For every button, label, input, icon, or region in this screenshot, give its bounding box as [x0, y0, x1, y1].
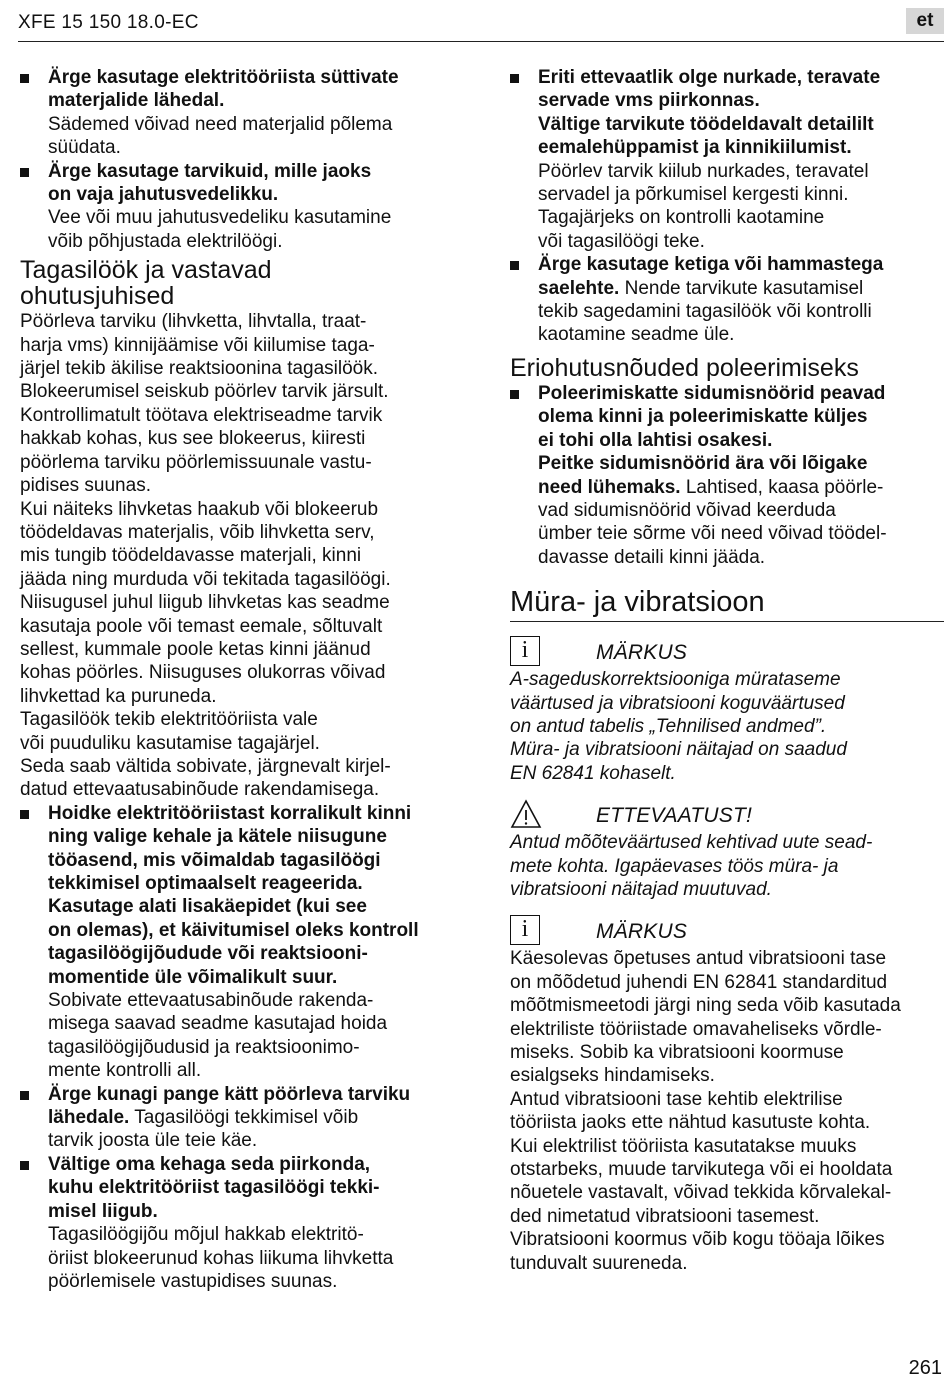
bullet-square-icon	[510, 390, 519, 399]
note-text: ded nimetatud vibratsiooni tasemest.	[510, 1205, 820, 1227]
text-line: Kui näiteks lihvketas haakub või blokeerub	[20, 498, 379, 520]
note-text: Vibratsiooni koormus võib kogu tööaja lõikes	[510, 1229, 885, 1251]
bullet-square-icon	[20, 74, 29, 83]
bold-text: materjalide lähedal.	[48, 90, 225, 112]
chapter-heading: Müra- ja vibratsioon	[510, 585, 944, 622]
note-text: miseks. Sobib ka vibratsiooni koormuse	[510, 1042, 844, 1063]
bullet-square-icon	[20, 810, 29, 819]
bold-text: tekkimisel optimaalselt reageerida.	[48, 873, 363, 894]
heading-line: Eriohutusnõuded poleerimiseks	[510, 353, 859, 382]
text-line: mis tungib töödeldavasse materjali, kinni	[20, 545, 362, 567]
bold-text: kuhu elektritööriist tagasilöögi tekki-	[48, 1177, 380, 1199]
text-line: pidises suunas.	[20, 475, 151, 497]
note-text: väärtused ja vibratsiooni koguväärtused	[510, 692, 845, 714]
text-line: harja vms) kinnijäämise või kiilumise taga-	[20, 334, 375, 356]
bold-text: on olemas), et käivitumisel oleks kontroll	[48, 919, 419, 941]
body-text: pöörlemisele vastupidises suunas.	[48, 1270, 338, 1292]
note-text: Kui elektrilist tööriista kasutatakse muuks	[510, 1135, 857, 1157]
bold-text: ei tohi olla lahtisi osakesi.	[538, 429, 773, 451]
bullet-square-icon	[20, 1161, 29, 1170]
document-id: XFE 15 150 18.0-EC	[18, 12, 199, 33]
bold-text: tööasend, mis võimaldab tagasilöögi	[48, 849, 381, 871]
body-text: võib põhjustada elektrilöögi.	[48, 230, 283, 252]
body-text: või tagasilöögi teke.	[538, 230, 705, 252]
bold-text: Ärge kasutage elektritööriista süttivate	[48, 67, 399, 88]
bold-text: Hoidke elektritööriistast korralikult kinni	[48, 802, 412, 824]
bold-text: eemalehüppamist ja kinnikiilumist.	[538, 137, 852, 159]
text-line: jääda ning murduda või tekitada tagasilöögi.	[20, 568, 391, 590]
bullet-square-icon	[510, 74, 519, 83]
body-paragraph	[20, 310, 456, 802]
note-text: on antud tabelis „Tehnilised andmed”.	[510, 715, 827, 737]
body-text: süüdata.	[48, 137, 121, 159]
bold-text: on vaja jahutusvedelikku.	[48, 184, 279, 206]
text-line: pöörlema tarviku pöörlemissuunale vastu-	[20, 451, 372, 473]
note-box	[510, 636, 944, 785]
page-number: 261	[908, 1357, 942, 1379]
note-text: esialgseks hindamiseks.	[510, 1065, 715, 1087]
bold-text: Ärge kasutage ketiga või hammastega	[538, 254, 884, 276]
body-text: kaotamine seadme üle.	[538, 324, 735, 346]
body-text: Tagajärjeks on kontrolli kaotamine	[538, 207, 825, 229]
text-line: sellest, kummale poole ketas kinni jäänud	[20, 638, 371, 660]
note-title: MÄRKUS	[596, 641, 688, 665]
bold-text: servade vms piirkonnas.	[538, 90, 760, 112]
text-line: Tagasilöök tekib elektritööriista vale	[20, 709, 318, 731]
body-text: Nende tarvikute kasutamisel	[619, 277, 864, 299]
text-line: Seda saab vältida sobivate, järgnevalt kirjel-	[20, 755, 391, 777]
bold-text: Ärge kasutage tarvikuid, mille jaoks	[48, 160, 372, 182]
page-header	[18, 8, 944, 42]
text-line: Blokeerumisel seiskub pöörlev tarvik järsult.	[20, 381, 389, 403]
text-line: Niisugusel juhul liigub lihvketas kas seadme	[20, 592, 390, 614]
bold-text: momentide üle võimalikult suur.	[48, 966, 338, 988]
bold-text: Vältige oma kehaga seda piirkonda,	[48, 1153, 371, 1175]
bold-text: Peitke sidumisnöörid ära või lõigake	[538, 453, 868, 475]
warning-triangle-icon	[510, 799, 542, 829]
bold-text: Kasutage alati lisakäepidet (kui see	[48, 896, 367, 918]
text-line: hakkab kohas, kus see blokeerus, kiiresti	[20, 428, 366, 450]
body-text: davasse detaili kinni jääda.	[538, 546, 766, 568]
body-text: Tagasilöögi tekkimisel võib	[129, 1107, 359, 1129]
body-text: tarvik joosta üle teie käe.	[48, 1130, 258, 1152]
bullet-square-icon	[20, 1091, 29, 1100]
bold-text: Poleerimiskatte sidumisnöörid peavad	[538, 382, 886, 404]
body-text: servadel ja põrkumisel kergesti kinni.	[538, 184, 849, 206]
heading-line: Tagasilöök ja vastavad	[20, 256, 272, 285]
body-text: ümber teie sõrme või need võivad töödel-	[538, 523, 887, 545]
bullet-item	[510, 382, 944, 569]
body-text: mente kontrolli all.	[48, 1060, 202, 1082]
bullet-item	[20, 802, 456, 1083]
note-title: MÄRKUS	[596, 920, 688, 944]
text-line: Pöörleva tarviku (lihvketta, lihvtalla, traat-	[20, 311, 367, 333]
bullet-item	[20, 160, 456, 254]
bold-text: tagasilöögijõudude või reaktsiooni-	[48, 943, 368, 965]
body-text: Tagasilöögijõu mõjul hakkab elektritö-	[48, 1224, 364, 1246]
note-text: tunduvalt suureneda.	[510, 1252, 688, 1274]
warning-text: vibratsiooni näitajad muutuvad.	[510, 878, 772, 900]
body-text: Pöörlev tarvik kiilub nurkades, teravatel	[538, 160, 869, 182]
bold-text: ning valige kehale ja kätele niisugune	[48, 826, 387, 848]
right-column	[510, 66, 944, 1275]
note-text: A-sageduskorrektsiooniga mürataseme	[510, 669, 841, 691]
warning-box	[510, 799, 944, 901]
info-icon: i	[510, 915, 540, 945]
text-line: lihvkettad ka puruneda.	[20, 685, 217, 707]
note-box	[510, 915, 944, 1275]
body-text: Sädemed võivad need materjalid põlema	[48, 113, 393, 135]
section-heading	[510, 355, 944, 381]
section-heading	[20, 257, 456, 309]
body-text: tekib sagedamini tagasilöök või kontrolli	[538, 301, 872, 323]
text-line: datud ettevaatusabinõude rakendamisega.	[20, 779, 380, 801]
language-badge: et	[906, 8, 944, 34]
body-text: tagasilöögijõudusid ja reaktsioonimo-	[48, 1036, 360, 1058]
body-text: misega saavad seadme kasutajad hoida	[48, 1013, 388, 1035]
warning-text: mete kohta. Igapäevases töös müra- ja	[510, 855, 839, 877]
bold-text: Ärge kunagi pange kätt pöörleva tarviku	[48, 1083, 411, 1105]
bold-text: saelehte.	[538, 277, 620, 299]
bullet-item	[510, 253, 944, 347]
body-text: Vee või muu jahutusvedeliku kasutamine	[48, 207, 392, 229]
heading-line: ohutusjuhised	[20, 282, 175, 311]
bullet-item	[20, 66, 456, 160]
info-icon: i	[510, 636, 540, 666]
note-text: on mõõdetud juhendi EN 62841 standarditud	[510, 971, 888, 993]
bullet-item	[20, 1153, 456, 1293]
warning-title: ETTEVAATUST!	[596, 804, 753, 828]
bold-text: Eriti ettevaatlik olge nurkade, teravate	[538, 67, 881, 88]
note-text: Antud vibratsiooni tase kehtib elektrilise	[510, 1088, 843, 1110]
text-line: töödeldavas materjalis, võib lihvketta serv,	[20, 521, 375, 543]
note-text: elektriliste tööriistade omavaheliseks võrdle-	[510, 1018, 882, 1040]
bold-text: need lühemaks.	[538, 476, 681, 498]
body-text: Lahtised, kaasa pöörle-	[680, 476, 884, 498]
left-column	[20, 66, 456, 1293]
text-line: Kontrollimatult töötava elektriseadme tarvik	[20, 404, 383, 426]
body-text: öriist blokeerunud kohas liikuma lihvketta	[48, 1247, 394, 1269]
note-text: otstarbeks, muude tarvikutega või ei hooldata	[510, 1159, 893, 1181]
note-text: EN 62841 kohaselt.	[510, 762, 676, 784]
text-line: kohas pöörles. Niisuguses olukorras võivad	[20, 662, 386, 684]
warning-text: Antud mõõteväärtused kehtivad uute sead-	[510, 832, 873, 854]
text-line: kasutaja poole või temast eemale, sõltuvalt	[20, 615, 383, 637]
bullet-item	[20, 1083, 456, 1153]
bold-text: misel liigub.	[48, 1200, 158, 1222]
bullet-square-icon	[510, 261, 519, 270]
note-text: tööriista jaoks ette nähtud kasutuste kohta.	[510, 1112, 871, 1134]
note-text: Käesolevas õpetuses antud vibratsiooni tase	[510, 948, 887, 970]
bold-text: Vältige tarvikute töödeldavalt detaililt	[538, 113, 874, 135]
note-text: mõõtmismeetodi järgi ning seda võib kasutada	[510, 995, 901, 1017]
bold-text: olema kinni ja poleerimiskatte küljes	[538, 406, 868, 428]
bullet-item	[510, 66, 944, 253]
bullet-square-icon	[20, 168, 29, 177]
note-text: Müra- ja vibratsiooni näitajad on saadud	[510, 739, 847, 761]
text-line: järjel tekib äkilise reaktsioonina tagasilöök.	[20, 358, 379, 380]
note-text: nõuetele vastavalt, võivad tekkida kõrvalekal-	[510, 1182, 892, 1204]
body-text: vad sidumisnöörid võivad keerduda	[538, 499, 836, 521]
bold-text: lähedale.	[48, 1107, 130, 1129]
body-text: Sobivate ettevaatusabinõude rakenda-	[48, 990, 374, 1012]
text-line: või puuduliku kasutamise tagajärjel.	[20, 732, 320, 754]
